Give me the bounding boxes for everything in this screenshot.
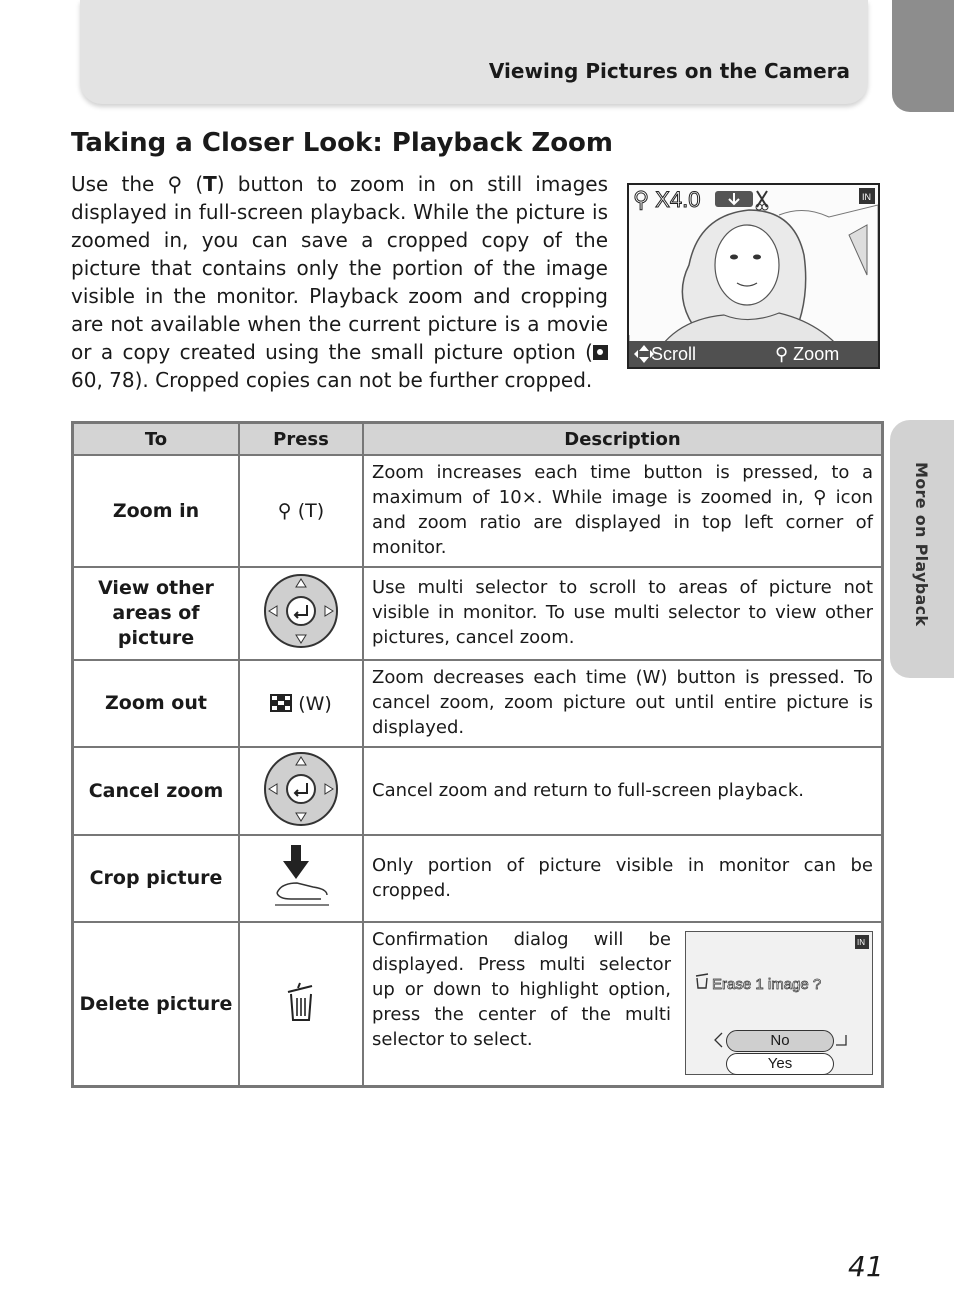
monitor-screenshot [627,183,880,369]
dialog-option-yes[interactable]: Yes [726,1053,834,1075]
table-header-row [73,423,883,456]
corner-tab [892,0,954,112]
table-row [73,660,883,747]
table-row [73,922,883,1087]
trash-icon [286,982,316,1022]
crop-icon [715,187,775,211]
row-description: Zoom decreases each time (W) button is pressed. To cancel zoom, zoom picture out until entire picture is displayed. [363,660,883,747]
row-press [239,922,363,1087]
shutter-release-press-icon [271,843,331,909]
thumbnail-icon [270,694,292,712]
svg-text:IN: IN [857,938,865,947]
erase-dialog-screenshot [685,931,873,1075]
delete-description: Confirmation dialog will be displayed. Press multi selector up or down to highlight option, press the center of the multi selector to select. [372,929,671,1050]
trash-icon [694,972,710,990]
multi-selector-icon [263,573,339,649]
row-to: Crop picture [73,835,240,922]
row-press [239,660,363,747]
left-arrow-icon [712,1031,726,1049]
monitor-bottom-bar [629,341,878,367]
row-to: Zoom out [73,660,240,747]
table-row [73,747,883,835]
page-reference-icon [593,345,608,360]
operations-table [71,421,884,1088]
table-row [73,455,883,567]
row-to: Zoom in [73,455,240,567]
scroll-label: Scroll [651,344,697,364]
zoom-ratio-label: ⚲ X4.0 [633,187,701,212]
t-key-label: T [203,172,217,196]
zoom-icon: ⚲ [167,172,183,196]
row-to: Delete picture [73,922,240,1087]
memory-icon [859,188,875,204]
zoom-label: ⚲ Zoom [775,344,840,364]
row-description [363,922,883,1087]
row-description: Only portion of picture visible in monitor can be cropped. [363,835,883,922]
row-press [239,747,363,835]
side-tab-label: More on Playback [912,462,931,627]
header-description: Description [363,423,883,456]
row-press [239,567,363,660]
w-key-label: (W) [298,692,332,715]
row-to: View other areas of picture [73,567,240,660]
dialog-option-no[interactable]: No [726,1030,834,1052]
table-row [73,835,883,922]
side-tab [890,420,954,678]
dialog-title: Erase 1 image ? [712,976,822,993]
intro-paragraph: Use the ⚲ (T) button to zoom in on still images displayed in full-screen playback. While the picture is zoomed in, you can save a cropped copy of the picture that contains only the portion of the image visible in the monitor. Playback zoom and cropping are not available when the current picture is a movie or a copy created using the small picture option ( 60, 78). Cropped copies can not be further cropped. [71,172,609,392]
row-description: Use multi selector to scroll to areas of picture not visible in monitor. To use multi selector to view other pictures, cancel zoom. [363,567,883,660]
row-description: Zoom increases each time button is pressed, to a maximum of 10×. While image is zoomed in, ⚲ icon and zoom ratio are displayed in top left corner of monitor. [363,455,883,567]
section-title: Taking a Closer Look: Playback Zoom [71,128,614,158]
page-number: 41 [848,1250,884,1283]
memory-icon [855,935,869,949]
header-band [80,0,868,104]
table-row [73,567,883,660]
row-to: Cancel zoom [73,747,240,835]
row-press: ⚲ (T) [239,455,363,567]
row-description: Cancel zoom and return to full-screen playback. [363,747,883,835]
header-title: Viewing Pictures on the Camera [488,59,850,83]
svg-text:IN: IN [862,192,871,202]
header-press: Press [239,423,363,456]
enter-icon [834,1033,850,1049]
header-to: To [73,423,240,456]
row-press [239,835,363,922]
multi-selector-center-icon [263,751,339,827]
